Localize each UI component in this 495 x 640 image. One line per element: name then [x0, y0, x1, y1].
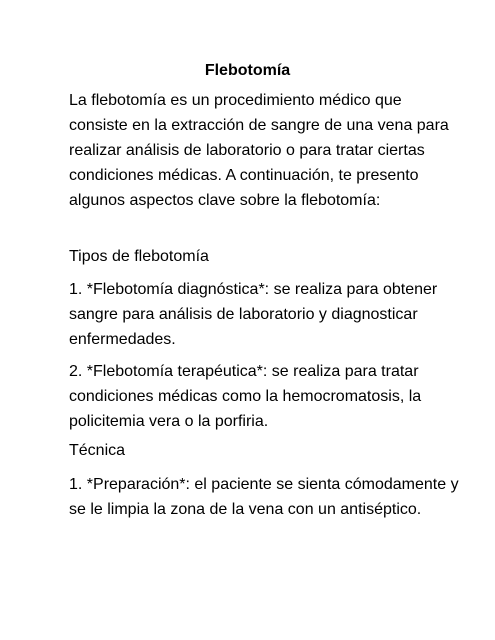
document-title: Flebotomía	[204, 62, 291, 79]
list-item-terapeutica: 2. *Flebotomía terapéutica*: se realiza para tratar condiciones médicas como la hemocromatosis, la policitemia vera o la porfiria.	[69, 363, 422, 430]
list-item-preparacion: 1. *Preparación*: el paciente se sienta cómodamente y se le limpia la zona de la vena con un antiséptico.	[69, 476, 459, 518]
list-item-diagnostica: 1. *Flebotomía diagnóstica*: se realiza para obtener sangre para análisis de laboratorio y diagnosticar enfermedades.	[69, 281, 438, 348]
intro-paragraph: La flebotomía es un procedimiento médico que consiste en la extracción de sangre de una vena para realizar análisis de laboratorio o para tratar ciertas condiciones médicas. A continuación, te presento algunos aspectos clave sobre la flebotomía:	[69, 92, 449, 209]
section-heading-types: Tipos de flebotomía	[69, 248, 209, 265]
section-heading-technique: Técnica	[69, 442, 126, 459]
